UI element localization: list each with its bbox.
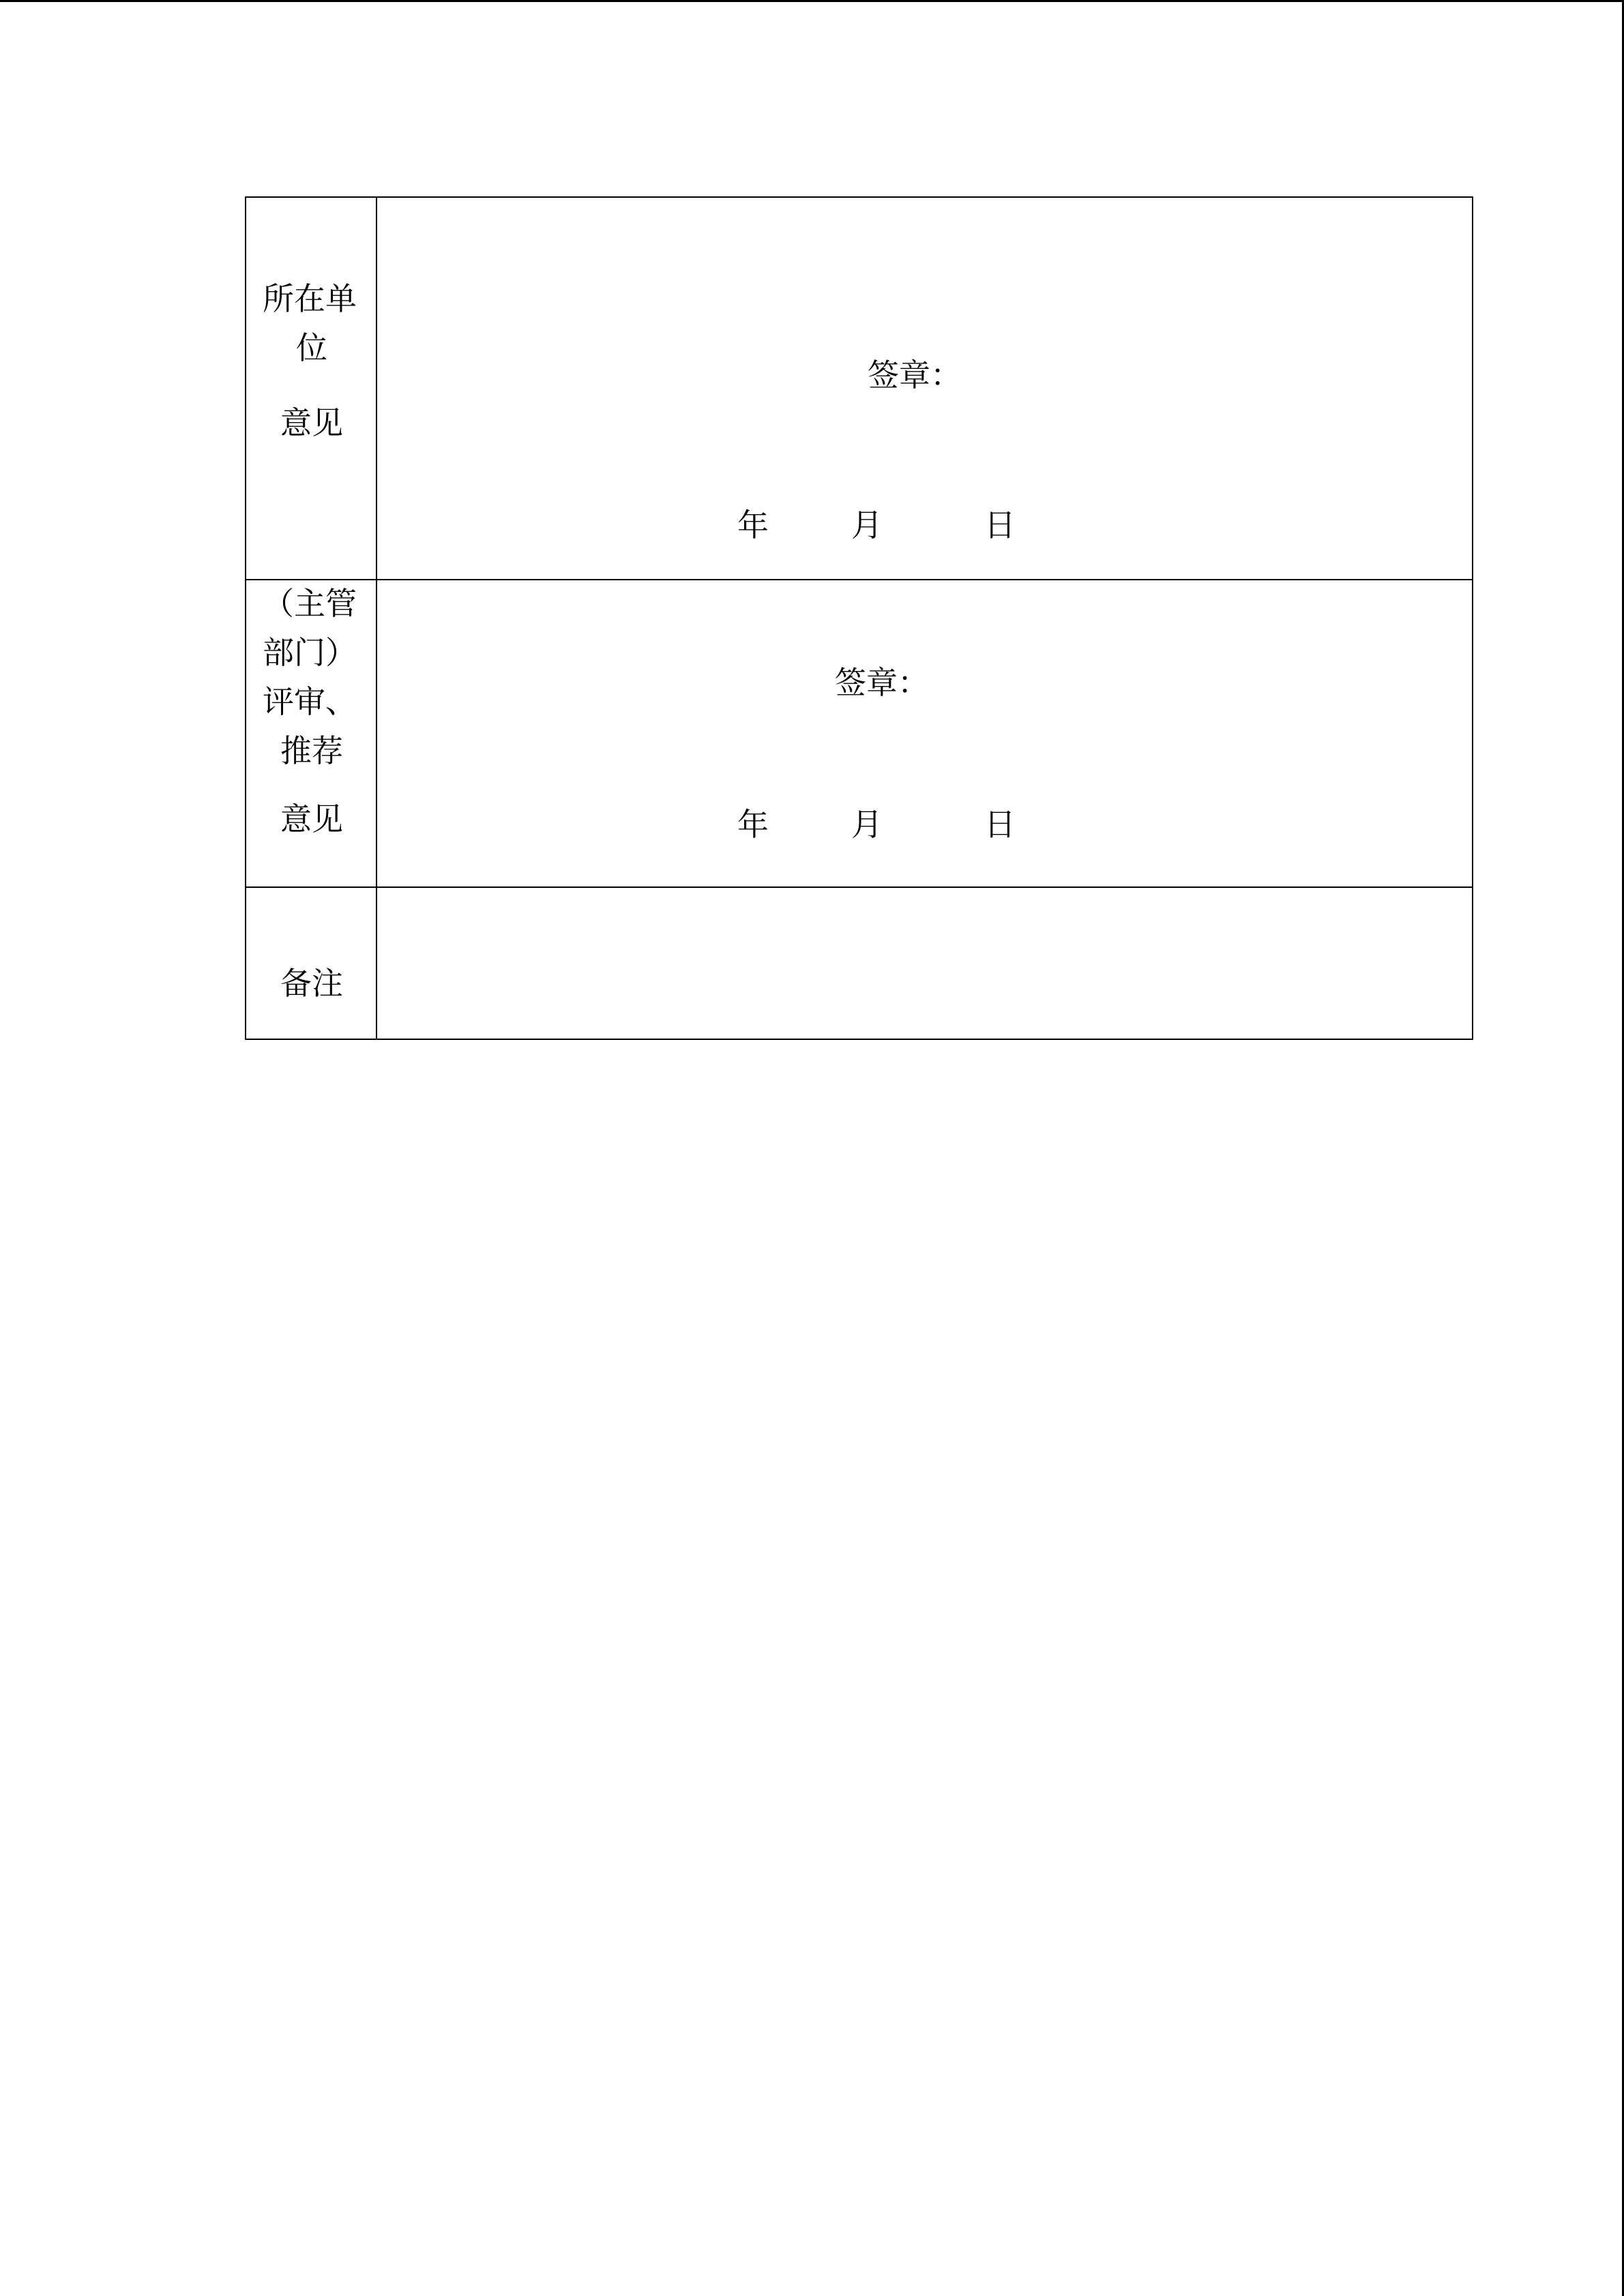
dept-opinion-label-line5: 意见 [280,801,343,837]
dept-opinion-label-cell [246,580,377,886]
remarks-row [246,888,1472,1039]
dept-opinion-label-line4: 推荐 [280,732,343,769]
unit-opinion-label-line1: 所在单 [263,280,357,317]
unit-opinion-row [246,198,1472,580]
unit-date-day: 日 [984,507,1016,543]
opinion-form-table [245,196,1473,1040]
dept-opinion-label-line1: （主管 [263,585,357,622]
dept-signature-label: 签章： [835,664,929,701]
dept-opinion-content-cell[interactable] [377,580,1472,886]
remarks-label-cell [246,888,377,1039]
dept-date-day: 日 [984,806,1016,843]
dept-opinion-label-line3: 评审、 [263,683,357,720]
unit-opinion-label-line3: 意见 [280,404,343,441]
unit-signature-label: 签章： [868,357,962,393]
dept-opinion-row [246,580,1472,888]
unit-date-month: 月 [851,507,883,543]
unit-date-year: 年 [737,507,769,543]
dept-date-month: 月 [851,806,883,843]
unit-opinion-label-cell [246,198,377,579]
dept-date-year: 年 [737,806,769,843]
unit-opinion-label-line2: 位 [296,329,327,366]
remarks-label: 备注 [280,965,343,1002]
unit-opinion-content-cell[interactable] [377,198,1472,579]
dept-opinion-label-line2: 部门） [263,634,357,671]
remarks-content-cell[interactable] [377,888,1472,1039]
page-border-top [0,0,1624,2]
